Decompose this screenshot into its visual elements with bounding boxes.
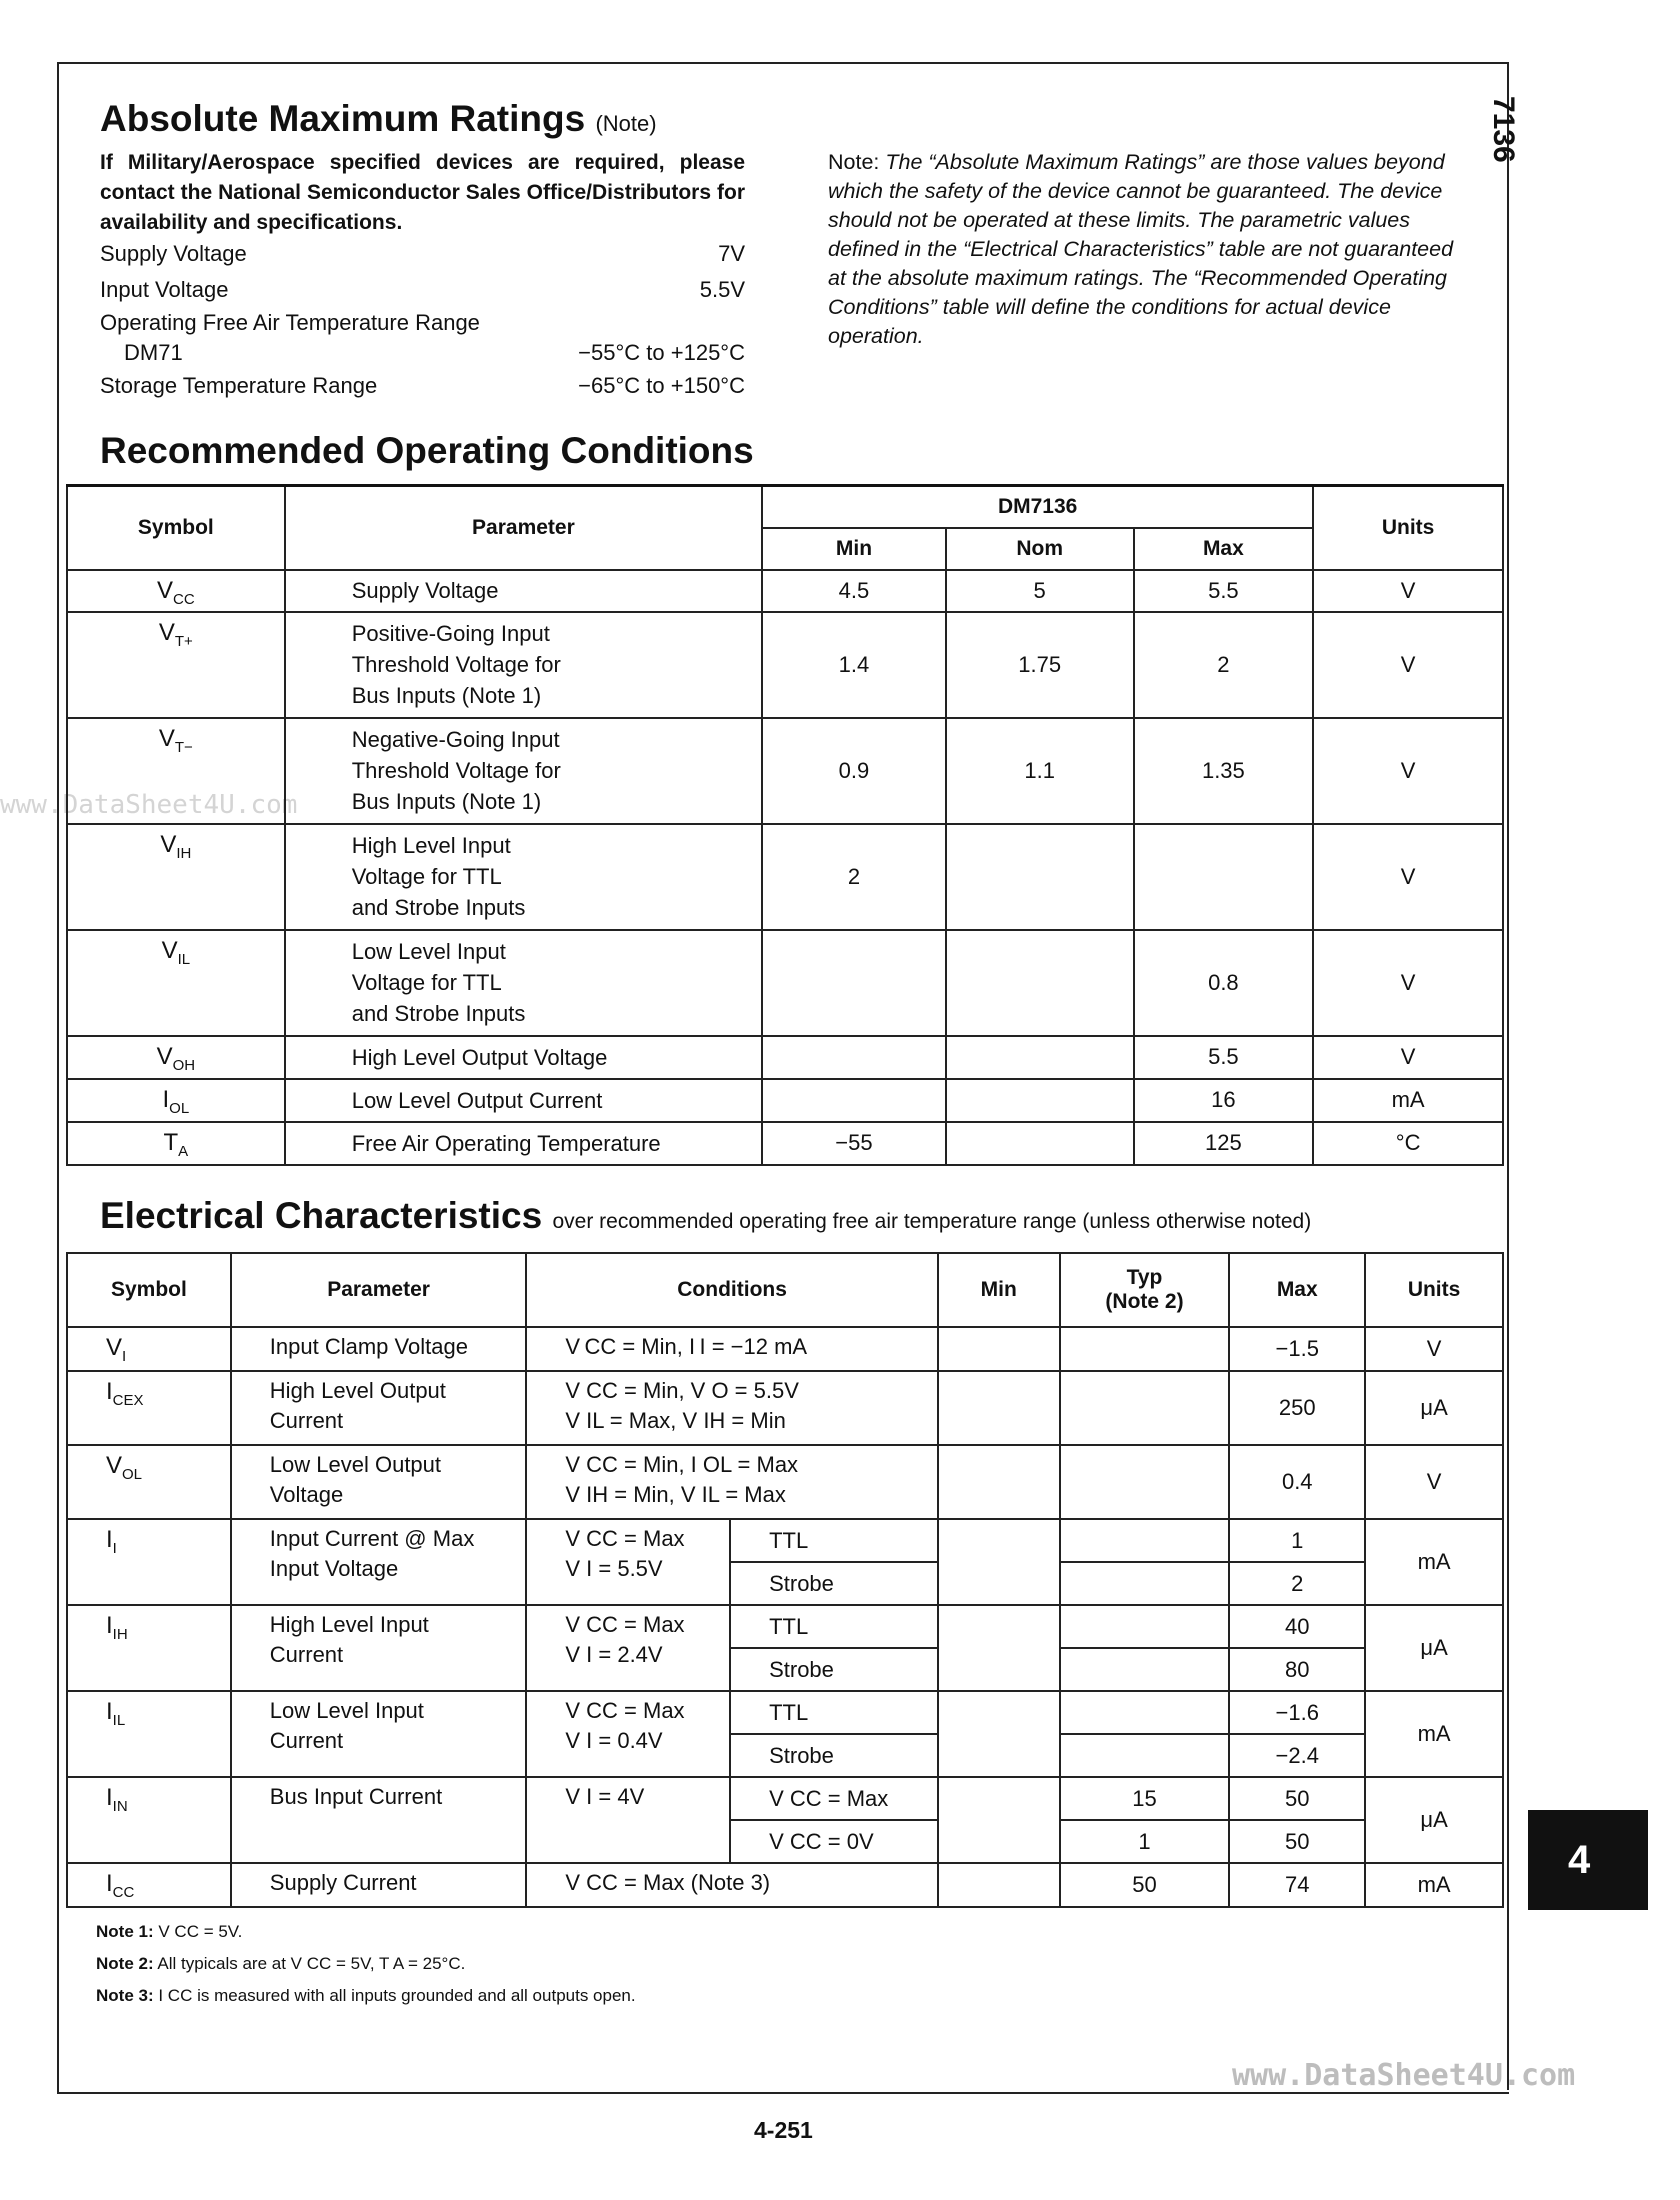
typ-cell bbox=[1060, 1371, 1230, 1445]
parameter-cell: Low Level Input Voltage for TTL and Strobe Inputs bbox=[285, 930, 762, 1036]
rating-row: Supply Voltage 7V bbox=[100, 241, 745, 266]
typ-cell: 50 bbox=[1060, 1863, 1230, 1907]
footnotes bbox=[96, 1916, 636, 2012]
symbol-cell: $V_{CC}$ bbox=[67, 570, 285, 612]
watermark-left: www.DataSheet4U.com bbox=[0, 790, 298, 820]
min-cell bbox=[938, 1445, 1060, 1519]
parameter-cell: Negative-Going Input Threshold Voltage for Bus Inputs (Note 1) bbox=[285, 718, 762, 824]
sub-condition-cell: TTL bbox=[730, 1605, 938, 1648]
max-cell: 50 bbox=[1229, 1820, 1365, 1863]
units-cell: mA bbox=[1365, 1519, 1503, 1605]
parameter-cell: Input Current @ Max Input Voltage bbox=[231, 1519, 527, 1605]
symbol-cell: $I_{CC}$ bbox=[67, 1863, 231, 1907]
conditions-cell: V CC = Max V I = 0.4V bbox=[526, 1691, 730, 1777]
conditions-cell: V CC = Max (Note 3) bbox=[526, 1863, 937, 1907]
nom-cell: 1.1 bbox=[946, 718, 1134, 824]
absolute-max-note: Note: The “Absolute Maximum Ratings” are those values beyond which the safety of the device cannot be guaranteed. The device should not be operated at these limits. The parametric values defined in the “Electrical Characteristics” table are not guaranteed at the absolute maximum ratings. The “Recommended Operating Conditions” table will define the conditions for actual device operation. bbox=[828, 150, 1454, 348]
sub-condition-cell: Strobe bbox=[730, 1562, 938, 1605]
roc-header-nom: Nom bbox=[946, 528, 1134, 570]
units-cell: μA bbox=[1365, 1371, 1503, 1445]
max-cell: −2.4 bbox=[1229, 1734, 1365, 1777]
rating-row: Input Voltage 5.5V bbox=[100, 277, 745, 302]
typ-cell bbox=[1060, 1519, 1230, 1562]
conditions-cell: V CC = Max V I = 2.4V bbox=[526, 1605, 730, 1691]
min-cell bbox=[762, 1036, 946, 1079]
conditions-cell: V CC = Min, V O = 5.5V V IL = Max, V IH = Min bbox=[526, 1371, 937, 1445]
symbol-cell: $V_{OH}$ bbox=[67, 1036, 285, 1079]
parameter-cell: High Level Input Voltage for TTL and Strobe Inputs bbox=[285, 824, 762, 930]
parameter-cell: Low Level Output Voltage bbox=[231, 1445, 527, 1519]
ec-header-max: Max bbox=[1229, 1253, 1365, 1327]
ec-title: Electrical Characteristics over recommended operating free air temperature range (unless otherwise noted) bbox=[100, 1195, 1312, 1236]
max-cell: 250 bbox=[1229, 1371, 1365, 1445]
max-cell: 40 bbox=[1229, 1605, 1365, 1648]
footnote: Note 1: V CC = 5V. bbox=[96, 1922, 243, 1941]
table-row bbox=[67, 1327, 1503, 1371]
page-frame-right bbox=[1507, 62, 1509, 2090]
min-cell: 2 bbox=[762, 824, 946, 930]
min-cell: 1.4 bbox=[762, 612, 946, 718]
max-cell: 125 bbox=[1134, 1122, 1314, 1165]
symbol-cell: $V_{OL}$ bbox=[67, 1445, 231, 1519]
sub-condition-cell: Strobe bbox=[730, 1734, 938, 1777]
nom-cell bbox=[946, 1079, 1134, 1122]
roc-header-symbol: Symbol bbox=[67, 486, 285, 570]
typ-cell bbox=[1060, 1445, 1230, 1519]
min-cell bbox=[938, 1691, 1060, 1777]
table-row bbox=[67, 1863, 1503, 1907]
conditions-cell: V CC = Max V I = 5.5V bbox=[526, 1519, 730, 1605]
nom-cell: 5 bbox=[946, 570, 1134, 612]
min-cell: 0.9 bbox=[762, 718, 946, 824]
ec-header-parameter: Parameter bbox=[231, 1253, 527, 1327]
ec-header-typ: Typ (Note 2) bbox=[1060, 1253, 1230, 1327]
sub-condition-cell: TTL bbox=[730, 1519, 938, 1562]
section-tab: 4 bbox=[1528, 1810, 1648, 1910]
roc-header-group: DM7136 bbox=[762, 486, 1313, 528]
absolute-max-title: Absolute Maximum Ratings (Note) bbox=[100, 98, 657, 139]
footnote: Note 3: I CC is measured with all inputs grounded and all outputs open. bbox=[96, 1986, 636, 2005]
max-cell: 74 bbox=[1229, 1863, 1365, 1907]
table-row bbox=[67, 824, 1503, 930]
units-cell: V bbox=[1313, 570, 1503, 612]
symbol-cell: $V_{T-}$ bbox=[67, 718, 285, 824]
sub-condition-cell: V CC = Max bbox=[730, 1777, 938, 1820]
units-cell: V bbox=[1365, 1327, 1503, 1371]
rating-row: Storage Temperature Range −65°C to +150°C bbox=[100, 373, 745, 398]
symbol-cell: $V_{IL}$ bbox=[67, 930, 285, 1036]
part-number-tag: 7136 bbox=[1487, 96, 1520, 163]
typ-cell bbox=[1060, 1605, 1230, 1648]
nom-cell bbox=[946, 1036, 1134, 1079]
table-row bbox=[67, 1519, 1503, 1562]
parameter-cell: High Level Input Current bbox=[231, 1605, 527, 1691]
watermark-bottom: www.DataSheet4U.com bbox=[1232, 2058, 1576, 2093]
conditions-cell: V I = 4V bbox=[526, 1777, 730, 1863]
symbol-cell: $V_{IH}$ bbox=[67, 824, 285, 930]
table-row bbox=[67, 1122, 1503, 1165]
min-cell bbox=[938, 1605, 1060, 1691]
units-cell: μA bbox=[1365, 1605, 1503, 1691]
typ-cell: 15 bbox=[1060, 1777, 1230, 1820]
units-cell: V bbox=[1313, 824, 1503, 930]
units-cell: mA bbox=[1313, 1079, 1503, 1122]
units-cell: V bbox=[1313, 1036, 1503, 1079]
max-cell: 16 bbox=[1134, 1079, 1314, 1122]
units-cell: μA bbox=[1365, 1777, 1503, 1863]
min-cell bbox=[938, 1777, 1060, 1863]
parameter-cell: High Level Output Voltage bbox=[285, 1036, 762, 1079]
typ-cell bbox=[1060, 1562, 1230, 1605]
symbol-cell: $I_{IL}$ bbox=[67, 1691, 231, 1777]
ec-header-min: Min bbox=[938, 1253, 1060, 1327]
symbol-cell: $I_{CEX}$ bbox=[67, 1371, 231, 1445]
ec-header-units: Units bbox=[1365, 1253, 1503, 1327]
max-cell: 5.5 bbox=[1134, 570, 1314, 612]
symbol-cell: $I_{IH}$ bbox=[67, 1605, 231, 1691]
parameter-cell: Low Level Input Current bbox=[231, 1691, 527, 1777]
nom-cell bbox=[946, 930, 1134, 1036]
max-cell: −1.5 bbox=[1229, 1327, 1365, 1371]
max-cell: 0.8 bbox=[1134, 930, 1314, 1036]
table-row bbox=[67, 1036, 1503, 1079]
rating-row: DM71 −55°C to +125°C bbox=[124, 340, 745, 365]
symbol-cell: $V_{T+}$ bbox=[67, 612, 285, 718]
min-cell bbox=[938, 1371, 1060, 1445]
parameter-cell: Low Level Output Current bbox=[285, 1079, 762, 1122]
parameter-cell: Free Air Operating Temperature bbox=[285, 1122, 762, 1165]
units-cell: V bbox=[1313, 930, 1503, 1036]
parameter-cell: High Level Output Current bbox=[231, 1371, 527, 1445]
nom-cell bbox=[946, 824, 1134, 930]
ratings-list bbox=[100, 236, 745, 404]
sub-condition-cell: TTL bbox=[730, 1691, 938, 1734]
typ-cell bbox=[1060, 1734, 1230, 1777]
min-cell bbox=[938, 1863, 1060, 1907]
units-cell: mA bbox=[1365, 1691, 1503, 1777]
symbol-cell: $I_I$ bbox=[67, 1519, 231, 1605]
table-row bbox=[67, 1777, 1503, 1820]
roc-table bbox=[66, 484, 1504, 1166]
min-cell bbox=[938, 1519, 1060, 1605]
typ-cell bbox=[1060, 1691, 1230, 1734]
min-cell: −55 bbox=[762, 1122, 946, 1165]
nom-cell: 1.75 bbox=[946, 612, 1134, 718]
max-cell: 2 bbox=[1134, 612, 1314, 718]
ec-header-symbol: Symbol bbox=[67, 1253, 231, 1327]
table-row bbox=[67, 1445, 1503, 1519]
units-cell: V bbox=[1313, 612, 1503, 718]
max-cell bbox=[1134, 824, 1314, 930]
roc-header-max: Max bbox=[1134, 528, 1314, 570]
max-cell: 50 bbox=[1229, 1777, 1365, 1820]
units-cell: V bbox=[1313, 718, 1503, 824]
table-row bbox=[67, 930, 1503, 1036]
roc-header-parameter: Parameter bbox=[285, 486, 762, 570]
min-cell bbox=[762, 1079, 946, 1122]
conditions-cell: V CC = Min, I I = −12 mA bbox=[526, 1327, 937, 1371]
units-cell: mA bbox=[1365, 1863, 1503, 1907]
max-cell: 80 bbox=[1229, 1648, 1365, 1691]
symbol-cell: $T_A$ bbox=[67, 1122, 285, 1165]
military-note: If Military/Aerospace specified devices are required, please contact the National Semiconductor Sales Office/Distributors for availability and specifications. bbox=[100, 151, 745, 234]
typ-cell bbox=[1060, 1648, 1230, 1691]
roc-header-min: Min bbox=[762, 528, 946, 570]
page-number: 4-251 bbox=[754, 2117, 813, 2143]
symbol-cell: $I_{OL}$ bbox=[67, 1079, 285, 1122]
max-cell: 0.4 bbox=[1229, 1445, 1365, 1519]
max-cell: 1 bbox=[1229, 1519, 1365, 1562]
parameter-cell: Positive-Going Input Threshold Voltage for Bus Inputs (Note 1) bbox=[285, 612, 762, 718]
footnote: Note 2: All typicals are at V CC = 5V, T A = 25°C. bbox=[96, 1954, 466, 1973]
typ-cell: 1 bbox=[1060, 1820, 1230, 1863]
parameter-cell: Input Clamp Voltage bbox=[231, 1327, 527, 1371]
rating-row: Operating Free Air Temperature Range bbox=[100, 310, 480, 335]
sub-condition-cell: V CC = 0V bbox=[730, 1820, 938, 1863]
max-cell: −1.6 bbox=[1229, 1691, 1365, 1734]
table-row bbox=[67, 1079, 1503, 1122]
nom-cell bbox=[946, 1122, 1134, 1165]
table-row bbox=[67, 570, 1503, 612]
symbol-cell: $I_{IN}$ bbox=[67, 1777, 231, 1863]
units-cell: °C bbox=[1313, 1122, 1503, 1165]
roc-header-units: Units bbox=[1313, 486, 1503, 570]
table-row bbox=[67, 1691, 1503, 1734]
sub-condition-cell: Strobe bbox=[730, 1648, 938, 1691]
max-cell: 5.5 bbox=[1134, 1036, 1314, 1079]
table-row bbox=[67, 612, 1503, 718]
typ-cell bbox=[1060, 1327, 1230, 1371]
table-row bbox=[67, 1371, 1503, 1445]
max-cell: 2 bbox=[1229, 1562, 1365, 1605]
conditions-cell: V CC = Min, I OL = Max V IH = Min, V IL = Max bbox=[526, 1445, 937, 1519]
max-cell: 1.35 bbox=[1134, 718, 1314, 824]
table-row bbox=[67, 1605, 1503, 1648]
units-cell: V bbox=[1365, 1445, 1503, 1519]
ec-header-conditions: Conditions bbox=[526, 1253, 937, 1327]
min-cell bbox=[938, 1327, 1060, 1371]
min-cell bbox=[762, 930, 946, 1036]
parameter-cell: Supply Current bbox=[231, 1863, 527, 1907]
ec-table bbox=[66, 1252, 1504, 1908]
symbol-cell: $V_I$ bbox=[67, 1327, 231, 1371]
parameter-cell: Supply Voltage bbox=[285, 570, 762, 612]
table-row bbox=[67, 718, 1503, 824]
min-cell: 4.5 bbox=[762, 570, 946, 612]
parameter-cell: Bus Input Current bbox=[231, 1777, 527, 1863]
roc-title: Recommended Operating Conditions bbox=[100, 430, 754, 471]
